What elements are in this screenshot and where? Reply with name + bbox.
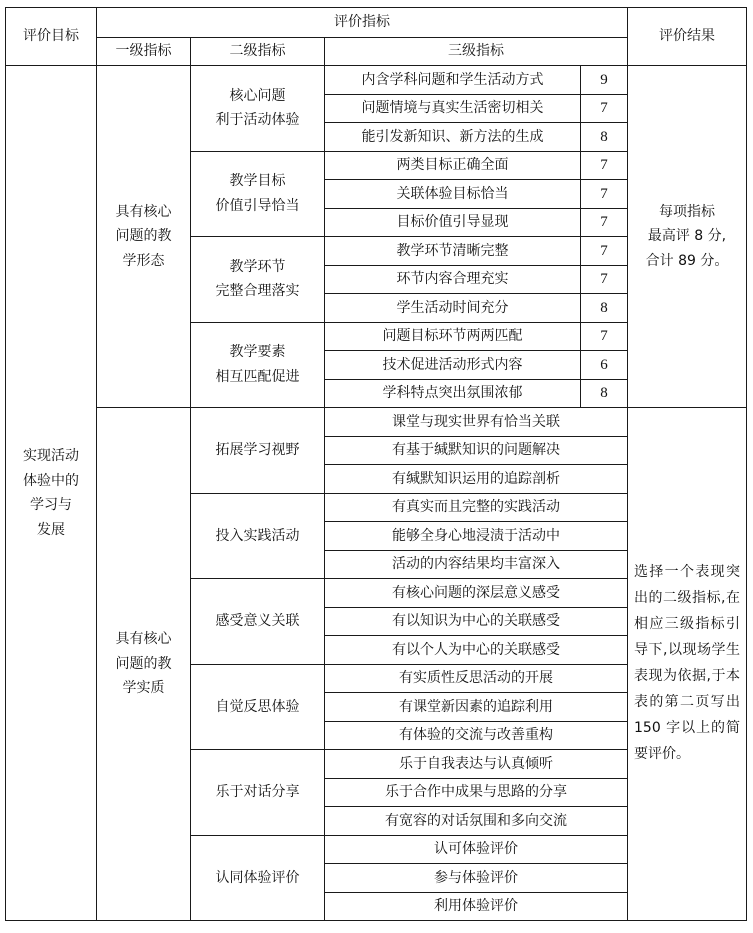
level3-cell: 有基于缄默知识的问题解决: [325, 436, 628, 465]
goal-cell: 实现活动 体验中的 学习与 发展: [6, 66, 97, 921]
level1-cell: 具有核心 问题的教 学实质: [97, 408, 191, 921]
level2-cell: 核心问题 利于活动体验: [191, 66, 325, 152]
level3-cell: 能引发新知识、新方法的生成: [325, 123, 581, 152]
header-level2: 二级指标: [191, 38, 325, 66]
level3-cell: 能够全身心地浸渍于活动中: [325, 522, 628, 551]
score-cell: 8: [581, 123, 628, 152]
level2-cell: 投入实践活动: [191, 493, 325, 579]
level3-cell: 活动的内容结果均丰富深入: [325, 550, 628, 579]
level2-cell: 认同体验评价: [191, 835, 325, 921]
score-cell: 9: [581, 66, 628, 95]
level3-cell: 有以知识为中心的关联感受: [325, 607, 628, 636]
level2-cell: 自觉反思体验: [191, 664, 325, 750]
level3-cell: 参与体验评价: [325, 864, 628, 893]
level3-cell: 环节内容合理充实: [325, 265, 581, 294]
score-cell: 7: [581, 180, 628, 209]
level3-cell: 问题情境与真实生活密切相关: [325, 94, 581, 123]
level3-cell: 教学环节清晰完整: [325, 237, 581, 266]
table-row: [6, 66, 747, 95]
level3-cell: 技术促进活动形式内容: [325, 351, 581, 380]
score-cell: 7: [581, 237, 628, 266]
score-cell: 8: [581, 294, 628, 323]
level3-cell: 有缄默知识运用的追踪剖析: [325, 465, 628, 494]
level3-cell: 有核心问题的深层意义感受: [325, 579, 628, 608]
table-row: [6, 408, 747, 437]
level3-cell: 课堂与现实世界有恰当关联: [325, 408, 628, 437]
level3-cell: 学生活动时间充分: [325, 294, 581, 323]
score-cell: 7: [581, 94, 628, 123]
score-cell: 8: [581, 379, 628, 408]
level3-cell: 有课堂新因素的追踪利用: [325, 693, 628, 722]
header-result: 评价结果: [628, 8, 747, 66]
level3-cell: 乐于自我表达与认真倾听: [325, 750, 628, 779]
header-goal: 评价目标: [6, 8, 97, 66]
header-indicators: 评价指标: [97, 8, 628, 38]
level3-cell: 利用体验评价: [325, 892, 628, 921]
score-cell: 6: [581, 351, 628, 380]
level3-cell: 有实质性反思活动的开展: [325, 664, 628, 693]
score-cell: 7: [581, 208, 628, 237]
score-cell: 7: [581, 151, 628, 180]
result-cell: 每项指标 最高评 8 分, 合计 89 分。: [628, 66, 747, 408]
level2-cell: 乐于对话分享: [191, 750, 325, 836]
score-cell: 7: [581, 265, 628, 294]
level2-cell: 教学环节 完整合理落实: [191, 237, 325, 323]
level3-cell: 两类目标正确全面: [325, 151, 581, 180]
level3-cell: 内含学科问题和学生活动方式: [325, 66, 581, 95]
level2-cell: 感受意义关联: [191, 579, 325, 665]
level3-cell: 关联体验目标恰当: [325, 180, 581, 209]
header-level3: 三级指标: [325, 38, 628, 66]
header-level1: 一级指标: [97, 38, 191, 66]
level2-cell: 教学要素 相互匹配促进: [191, 322, 325, 408]
level3-cell: 乐于合作中成果与思路的分享: [325, 778, 628, 807]
result-cell: 选择一个表现突出的二级指标,在相应三级指标引导下,以现场学生表现为依据,于本表的第二页写出 150 字以上的简要评价。: [628, 408, 747, 921]
evaluation-table: [5, 7, 747, 921]
level2-cell: 拓展学习视野: [191, 408, 325, 494]
level1-cell: 具有核心 问题的教 学形态: [97, 66, 191, 408]
level3-cell: 目标价值引导显现: [325, 208, 581, 237]
level2-cell: 教学目标 价值引导恰当: [191, 151, 325, 237]
level3-cell: 有宽容的对话氛围和多向交流: [325, 807, 628, 836]
score-cell: 7: [581, 322, 628, 351]
level3-cell: 认可体验评价: [325, 835, 628, 864]
level3-cell: 有真实而且完整的实践活动: [325, 493, 628, 522]
level3-cell: 问题目标环节两两匹配: [325, 322, 581, 351]
level3-cell: 有以个人为中心的关联感受: [325, 636, 628, 665]
level3-cell: 学科特点突出氛围浓郁: [325, 379, 581, 408]
level3-cell: 有体验的交流与改善重构: [325, 721, 628, 750]
